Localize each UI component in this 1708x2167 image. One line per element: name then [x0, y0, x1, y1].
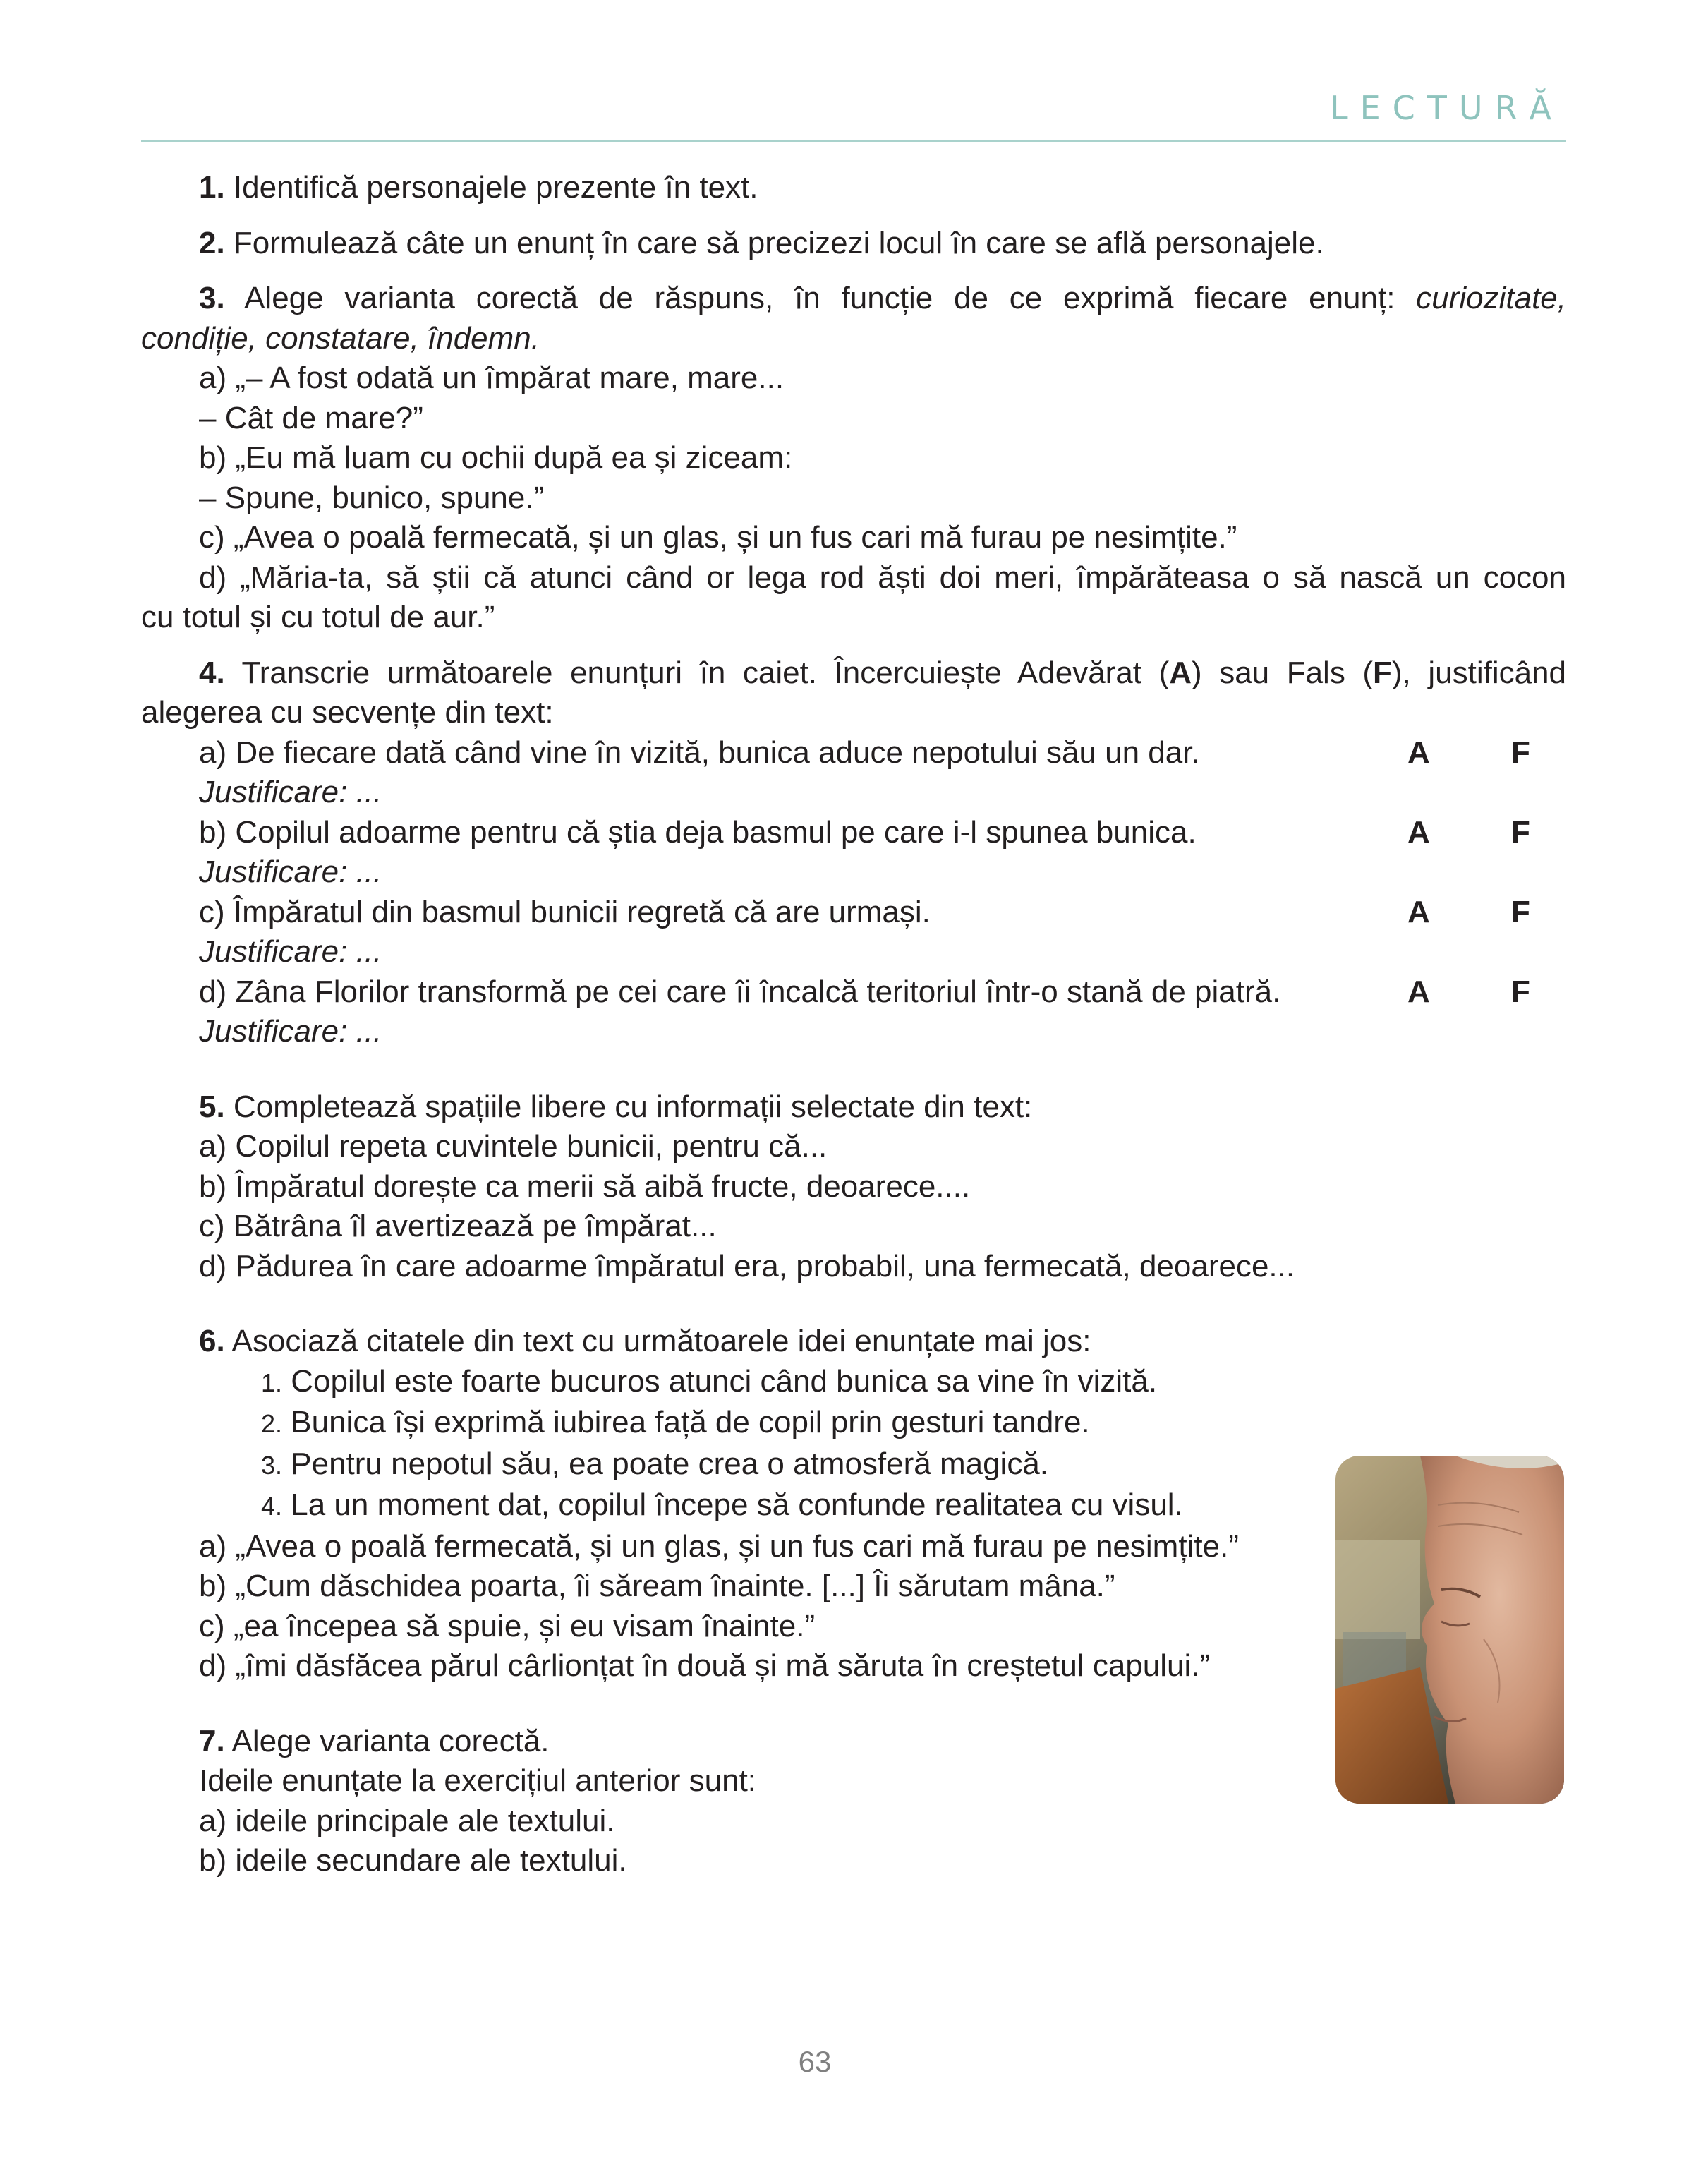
exercise-number: 7.: [199, 1723, 225, 1758]
quote-item: b) „Cum dăschidea poarta, îi săream înainte. [...] Îi sărutam mâna.”: [199, 1569, 1115, 1603]
exercise-text: Identifică personajele prezente în text.: [224, 170, 758, 205]
list-item: c) „Avea o poală fermecată, și un glas, și un fus cari mă furau pe nesimțite.”: [199, 520, 1237, 555]
quote-item: c) „ea începea să spuie, și eu visam înainte.”: [199, 1608, 816, 1643]
justification-label: Justificare: ...: [199, 855, 382, 889]
exercise-5: [141, 1087, 1566, 1287]
true-false-item: d) Zâna Florilor transformă pe cei care îi încalcă teritoriul într-o stană de piatră. A F: [141, 972, 1566, 1013]
list-item: – Spune, bunico, spune.”: [199, 480, 545, 515]
exercise-number: 4.: [199, 655, 225, 690]
exercise-text: Formulează câte un enunț în care să precizezi locul în care se află personajele.: [224, 225, 1324, 260]
idea-item: 2. Bunica își exprimă iubirea față de copil prin gesturi tandre.: [261, 1405, 1090, 1439]
list-item: d) „Măria-ta, să știi că atunci când or lega rod ăști doi meri, împărăteasa o să nască un cocon: [199, 560, 1566, 595]
exercise-4: 4. Transcrie următoarele enunțuri în caiet. Încercuiește Adevărat (A) sau Fals (F), justificând alegerea cu secvențe din text: a) De fiecare dată când vine în vizită, bunica aduce nepotului său un dar. A F Justificare: ... b) Copilul adoarme pentru că știa deja basmul pe care i-l spunea bunica. A F Justificare: ... c) Împăratul din basmul bunicii regretă că are urmași. A F Justificare: ... d) Zâna Florilor transformă pe cei care îi încalcă teritoriul într-o stană de piatră. A F Justificare: ...: [141, 653, 1566, 1052]
exercise-prompt: 5. Completează spațiile libere cu informații selectate din text:: [199, 1089, 1033, 1124]
list-item: d) Pădurea în care adoarme împăratul era, probabil, una fermecată, deoarece...: [199, 1248, 1295, 1284]
exercise-number: 6.: [199, 1324, 225, 1358]
true-option[interactable]: A: [1407, 894, 1430, 929]
justification-label: Justificare: ...: [199, 1014, 382, 1049]
exercise-options-italic: condiție, constatare, îndemn.: [141, 320, 540, 356]
exercise-2: [141, 224, 1566, 264]
list-item: – Cât de mare?”: [199, 400, 423, 435]
false-option[interactable]: F: [1511, 814, 1530, 850]
quote-item: a) „Avea o poală fermecată, și un glas, și un fus cari mă furau pe nesimțite.”: [199, 1528, 1239, 1564]
exercise-3: [141, 279, 1566, 638]
exercise-prompt: 6. Asociază citatele din text cu următoarele idei enunțate mai jos:: [199, 1324, 1091, 1358]
section-title: LECTURĂ: [1329, 89, 1563, 127]
quote-item: d) „îmi dăsfăcea părul cârlionțat în două și mă săruta în creștetul capului.”: [199, 1648, 1211, 1683]
exercise-number: 2.: [199, 225, 225, 260]
justification-label: Justificare: ...: [199, 934, 382, 969]
exercise-prompt: 4. Transcrie următoarele enunțuri în caiet. Încercuiește Adevărat (A) sau Fals (F), justificând: [199, 655, 1567, 690]
list-item: cu totul și cu totul de aur.”: [141, 600, 495, 634]
list-item: a) „– A fost odată un împărat mare, mare...: [199, 361, 785, 395]
true-option[interactable]: A: [1407, 814, 1430, 850]
false-option[interactable]: F: [1511, 894, 1530, 929]
list-item: c) Bătrâna îl avertizează pe împărat...: [199, 1209, 717, 1243]
true-false-item: b) Copilul adoarme pentru că știa deja basmul pe care i-l spunea bunica. A F: [141, 813, 1566, 853]
exercise-prompt: 3. Alege varianta corectă de răspuns, în funcție de ce exprimă fiecare enunț: curiozitate,: [199, 281, 1566, 315]
idea-item: 3. Pentru nepotul său, ea poate crea o atmosferă magică.: [261, 1446, 1049, 1481]
exercise-number: 1.: [199, 170, 225, 205]
list-item: b) Împăratul dorește ca merii să aibă fructe, deoarece....: [199, 1169, 971, 1204]
header-divider: [141, 140, 1566, 142]
list-item: a) ideile principale ale textului.: [199, 1803, 615, 1838]
justification-label: Justificare: ...: [199, 775, 382, 809]
true-option[interactable]: A: [1407, 974, 1430, 1009]
exercise-number: 3.: [199, 281, 225, 315]
exercise-number: 5.: [199, 1089, 225, 1124]
elderly-woman-photo: [1335, 1456, 1564, 1804]
idea-item: 4. La un moment dat, copilul începe să confunde realitatea cu visul.: [261, 1487, 1183, 1522]
false-option[interactable]: F: [1511, 974, 1530, 1009]
list-item: b) ideile secundare ale textului.: [199, 1843, 627, 1878]
exercise-7: 7. Alege varianta corectă. Ideile enunțate la exercițiul anterior sunt: a) ideile principale ale textului. b) ideile secundare ale textului.: [141, 1722, 1566, 1881]
list-item: b) „Eu mă luam cu ochii după ea și ziceam:: [199, 440, 793, 475]
true-false-item: c) Împăratul din basmul bunicii regretă că are urmași. A F: [141, 893, 1566, 933]
idea-item: 1. Copilul este foarte bucuros atunci când bunica sa vine în vizită.: [261, 1363, 1158, 1399]
exercise-prompt: 7. Alege varianta corectă.: [199, 1723, 550, 1758]
page-number: 63: [798, 2045, 832, 2078]
false-option[interactable]: F: [1511, 735, 1530, 770]
exercise-1: [141, 168, 1566, 208]
true-false-item: a) De fiecare dată când vine în vizită, bunica aduce nepotului său un dar. A F: [141, 733, 1566, 773]
list-item: a) Copilul repeta cuvintele bunicii, pentru că...: [199, 1129, 828, 1164]
true-option[interactable]: A: [1407, 735, 1430, 770]
